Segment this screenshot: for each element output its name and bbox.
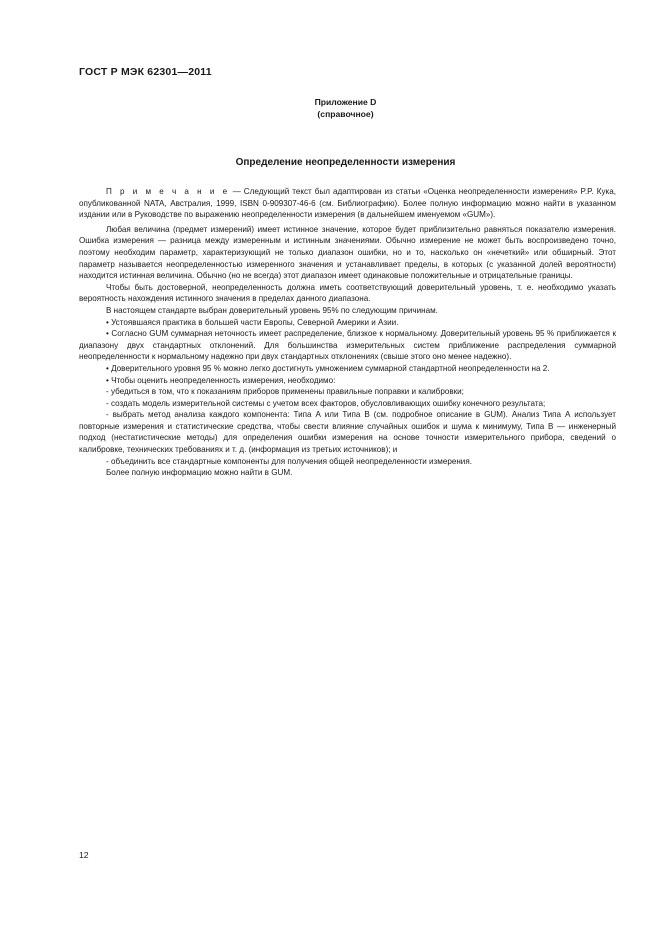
- body-text: [79, 186, 616, 479]
- paragraph-reasons-intro: В настоящем стандарте выбран доверительный уровень 95% по следующим причинам.: [106, 305, 438, 315]
- paragraph-confidence: Чтобы быть достоверной, неопределенность должна иметь соответствующий доверительный уровень, т. е. необходимо указать вероятность нахождения истинного значения в пределах данного диапазона.: [79, 282, 616, 304]
- note-text: — Следующий текст был адаптирован из статьи «Оценка неопределенности измерения» P.P. Кука, опубликованной NATA, Австралия, 1999, ISBN 0-909307-46-6 (см. Библиографию). Более полную информацию можно найти в указанном издании или в Руководстве по выражению неопределенности измерения (в дальнейшем именуемом «GUM»).: [79, 187, 616, 220]
- annex-title: Приложение D: [314, 97, 377, 107]
- dash-item-combine: - объединить все стандартные компоненты для получения общей неопределенности измерения.: [106, 456, 472, 466]
- annex-heading: [0, 96, 661, 120]
- paragraph-more-info: Более полную информацию можно найти в GUM.: [106, 468, 293, 478]
- bullet-gum-distribution: • Согласно GUM суммарная неточность имеет распределение, близкое к нормальному. Доверительный уровень 95 % приближается к диапазону двух стандартных отклонений. Для большинства измерительных систем приближение распределения суммарной неопределенности к нормальному надежно при двух стандартных отклонениях (свыше этого оно менее надежно).: [79, 329, 616, 362]
- page-number: 12: [79, 850, 89, 860]
- note-paragraph: [79, 186, 616, 221]
- bullet-practice: • Устоявшаяся практика в большей части Европы, Северной Америки и Азии.: [106, 317, 399, 327]
- paragraph-true-value: Любая величина (предмет измерений) имеет истинное значение, которое будет приблизительно равняться показателю измерения. Ошибка измерения — разница между измеренным и истинным значениями. Обычно измерение не может быть воспроизведено точно, поэтому необходим параметр, характеризующий не только диапазон ошибки, но и то, насколько он «нечеткий» или обширный. Этот параметр называется неопределенностью измеренного значения и устанавливает пределы, в которых (с указанной долей вероятности) находится истинная величина. Обычно (но не всегда) этот диапазон имеет одинаковые положительные и отрицательные границы.: [79, 224, 616, 281]
- dash-item-corrections: - убедиться в том, что к показаниям приборов применены правильные поправки и калибровки;: [106, 387, 464, 397]
- note-label: П р и м е ч а н и е: [106, 187, 230, 196]
- standard-code: ГОСТ Р МЭК 62301—2011: [79, 66, 212, 78]
- dash-item-model: - создать модель измерительной системы с учетом всех факторов, обусловливающих ошибку конечного результата;: [106, 398, 546, 408]
- bullet-estimate-intro: • Чтобы оценить неопределенность измерения, необходимо:: [106, 375, 336, 385]
- dash-item-method: - выбрать метод анализа каждого компонента: Типа А или Типа В (см. подробное описание в GUM). Анализ Типа А использует повторные измерения и статистические средства, чтобы свести влияние случайных ошибок и шума к минимуму, Типа В — инженерный подход (нестатистические методы) для определения ошибки измерения на основе точности измерительного прибора, сведений о калибровке, технических требованиях и т. д. (информация из третьих источников); и: [79, 410, 616, 455]
- section-title: Определение неопределенности измерения: [235, 157, 456, 168]
- bullet-multiply: • Доверительного уровня 95 % можно легко достигнуть умножением суммарной стандартной неопределенности на 2.: [106, 363, 550, 373]
- annex-type: (справочное): [317, 109, 374, 119]
